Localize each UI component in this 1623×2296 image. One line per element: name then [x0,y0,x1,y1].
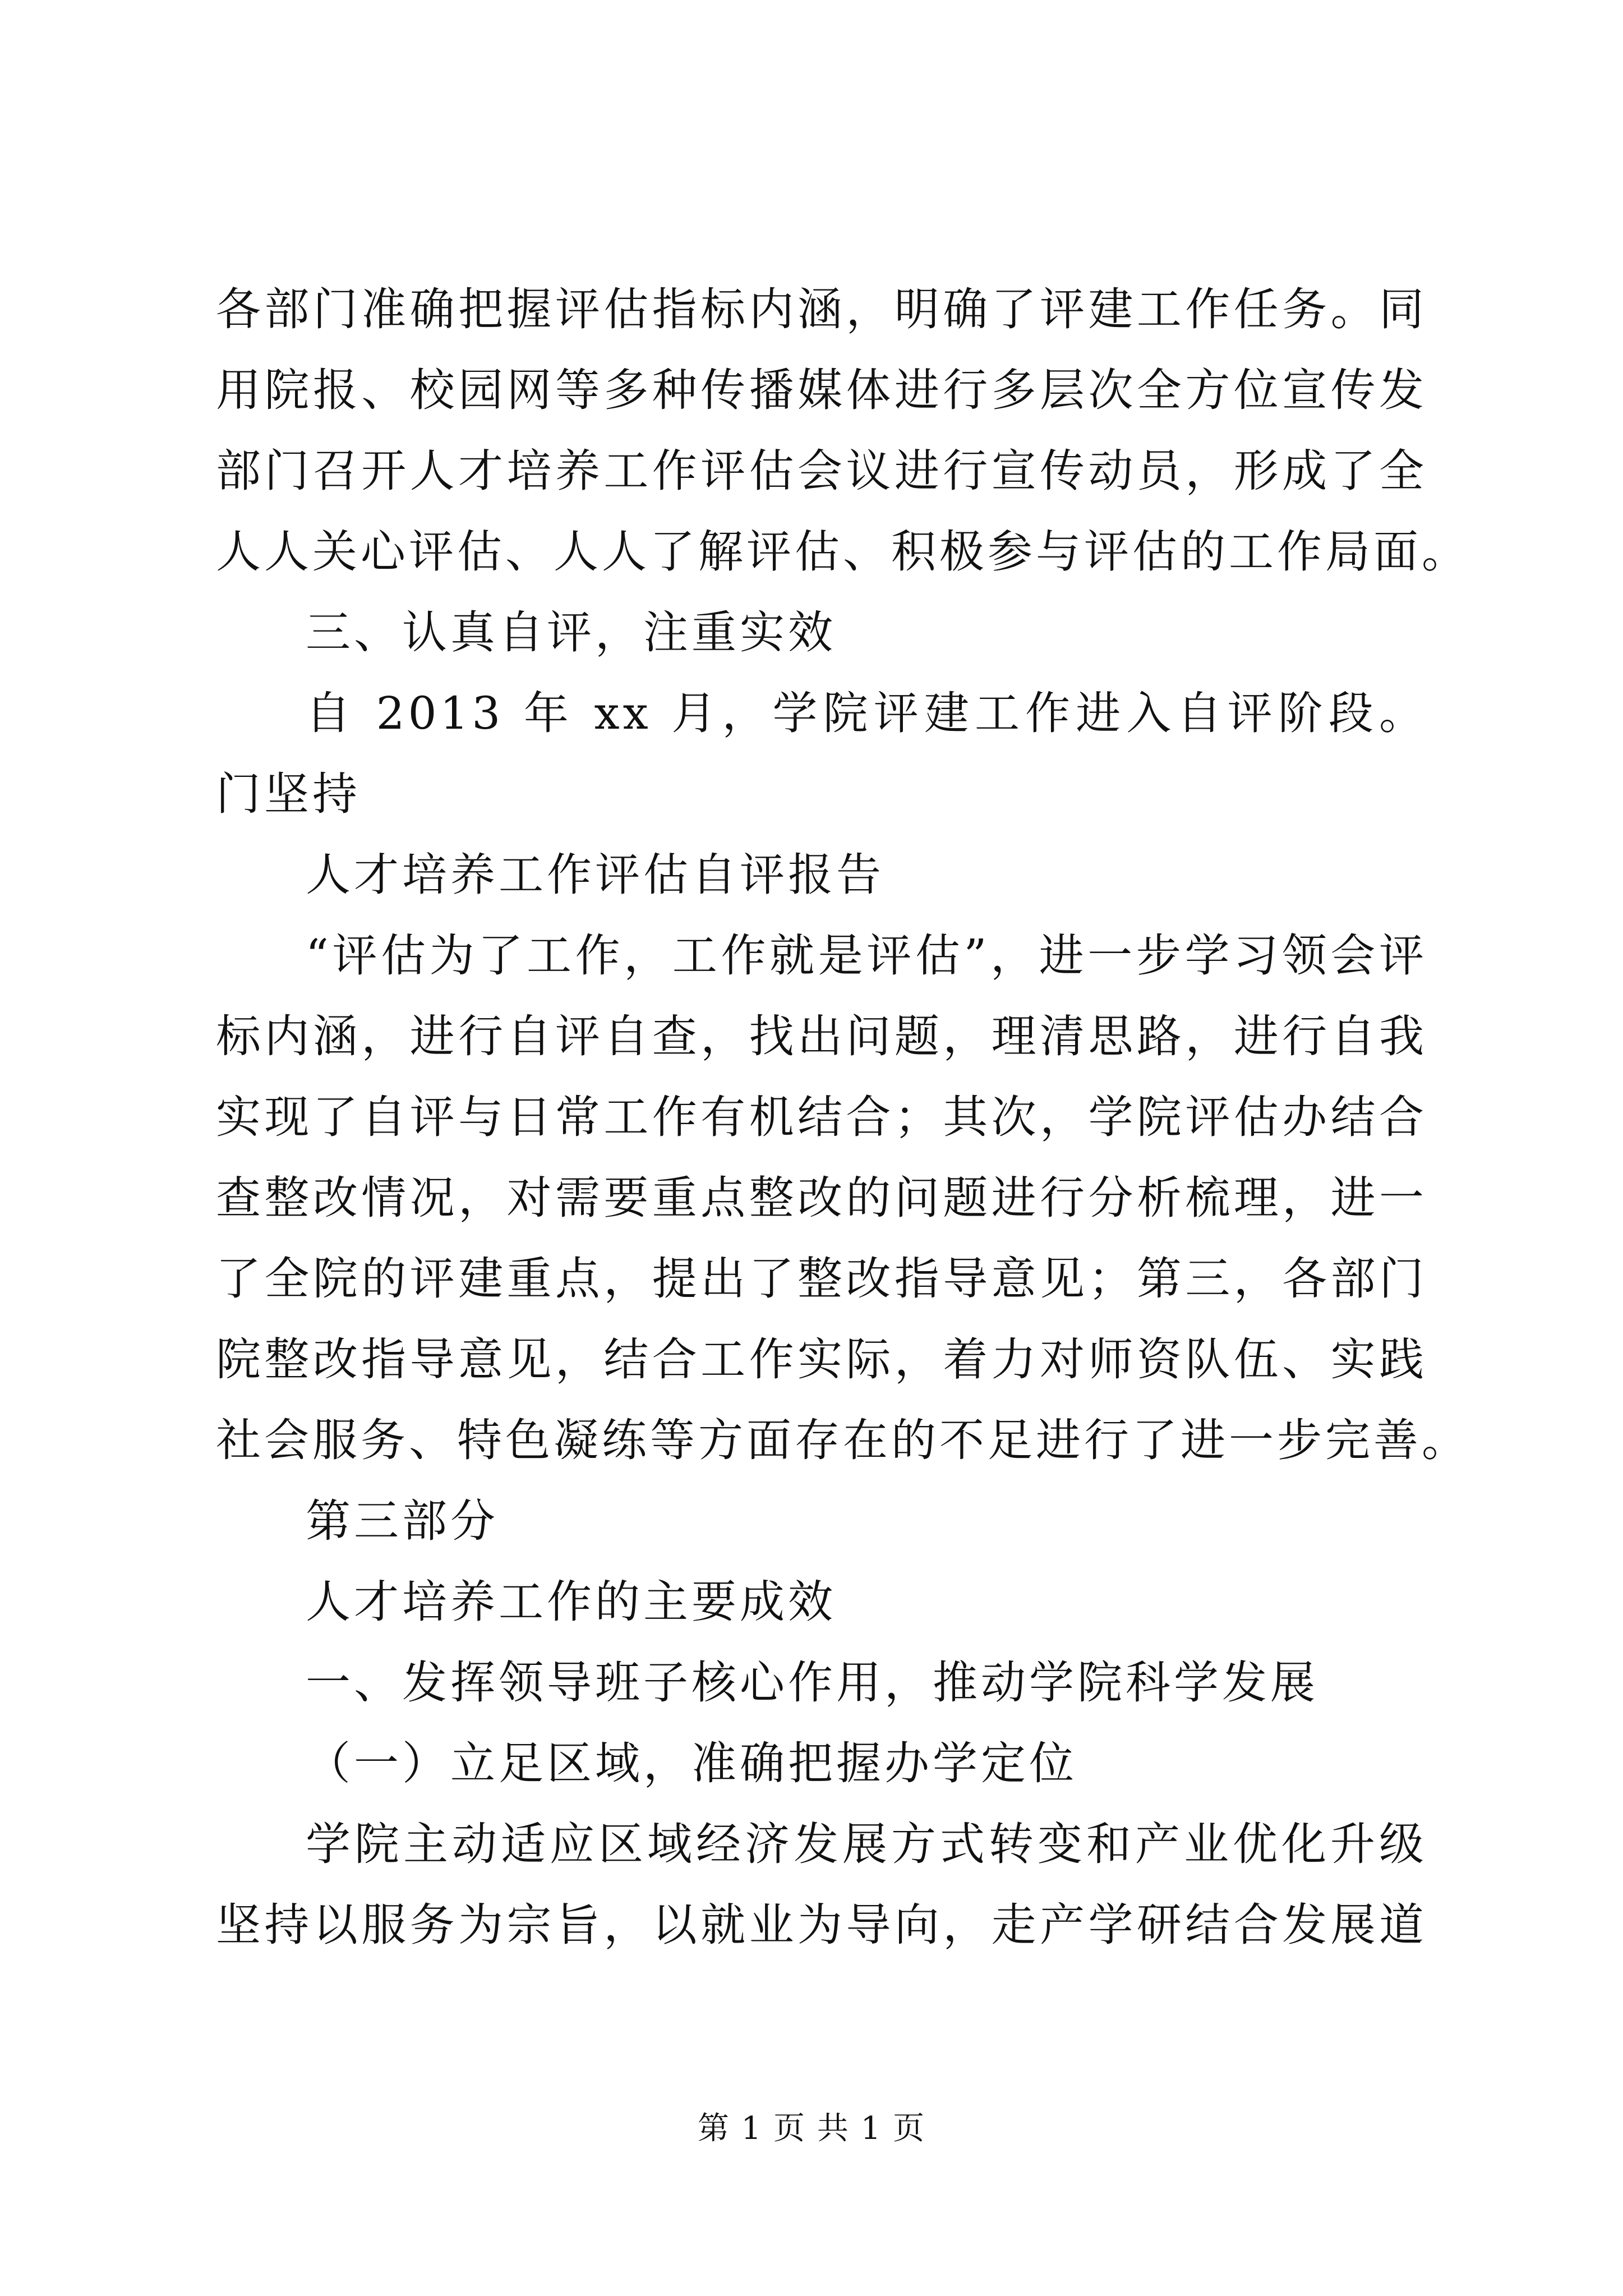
text-line: 各部门准确把握评估指标内涵，明确了评建工作任务。同 [216,283,1427,335]
text-line: 社会服务、特色凝练等方面存在的不足进行了进一步完善。 [216,1414,1470,1466]
text-line: （一）立足区域，准确把握办学定位 [306,1737,1077,1789]
text-line: 了全院的评建重点，提出了整改指导意见；第三，各部门 [216,1253,1427,1305]
text-line: 人才培养工作的主要成效 [306,1576,836,1628]
text-line: 门坚持 [216,768,361,820]
text-line: 人才培养工作评估自评报告 [306,849,884,901]
text-line: 人人关心评估、人人了解评估、积极参与评估的工作局面。 [216,526,1470,578]
text-line: 第三部分 [306,1495,499,1547]
text-line: 院整改指导意见，结合工作实际，着力对师资队伍、实践 [216,1333,1427,1386]
page-footer: 第 1 页 共 1 页 [697,2110,926,2147]
text-line: 学院主动适应区域经济发展方式转变和产业优化升级 [306,1818,1427,1870]
text-line: 查整改情况，对需要重点整改的问题进行分析梳理，进一 [216,1172,1427,1224]
text-line: 实现了自评与日常工作有机结合；其次，学院评估办结合 [216,1091,1427,1143]
text-line: “评估为了工作，工作就是评估”，进一步学习领会评 [306,930,1427,982]
text-line: 部门召开人才培养工作评估会议进行宣传动员，形成了全 [216,445,1427,497]
text-line: 三、认真自评，注重实效 [306,606,836,659]
text-line: 坚持以服务为宗旨，以就业为导向，走产学研结合发展道 [216,1899,1427,1951]
text-line: 用院报、校园网等多种传播媒体进行多层次全方位宣传发 [216,364,1427,416]
document-body [216,269,1470,1966]
text-line: 一、发挥领导班子核心作用，推动学院科学发展 [306,1657,1318,1709]
text-line: 自 2013 年 xx 月，学院评建工作进入自评阶段。 [306,687,1427,739]
text-line: 标内涵，进行自评自查，找出问题，理清思路，进行自我 [216,1010,1427,1062]
